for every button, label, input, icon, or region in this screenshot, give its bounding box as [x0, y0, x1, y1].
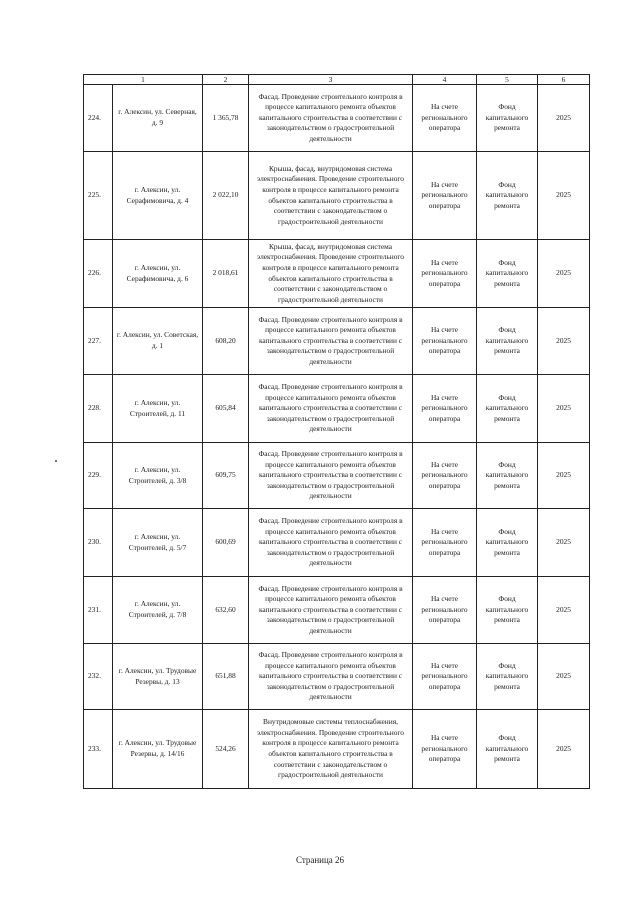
address-cell: г. Алексин, ул. Серафимовича, д. 4	[113, 152, 203, 240]
row-number: 230.	[84, 509, 113, 577]
area-cell: 1 365,78	[203, 85, 249, 152]
year-cell: 2025	[538, 240, 590, 308]
year-cell: 2025	[538, 509, 590, 577]
works-description-cell: Фасад. Проведение строительного контроля в процессе капитального ремонта объектов капитального строительства в соответствии с законодательством о градостроительной деятельности	[249, 85, 413, 152]
account-method-cell: На счете регионального оператора	[413, 85, 477, 152]
table-row	[84, 443, 590, 509]
funding-source-cell: Фонд капитального ремонта	[477, 375, 538, 443]
works-description-cell: Фасад. Проведение строительного контроля в процессе капитального ремонта объектов капитального строительства в соответствии с законодательством о градостроительной деятельности	[249, 577, 413, 644]
year-cell: 2025	[538, 710, 590, 789]
row-number: 225.	[84, 152, 113, 240]
works-description-cell: Фасад. Проведение строительного контроля в процессе капитального ремонта объектов капитального строительства в соответствии с законодательством о градостроительной деятельности	[249, 308, 413, 375]
scan-speck	[55, 460, 57, 462]
funding-source-cell: Фонд капитального ремонта	[477, 509, 538, 577]
table-row	[84, 644, 590, 710]
column-header: 2	[203, 75, 249, 85]
area-cell: 609,75	[203, 443, 249, 509]
funding-source-cell: Фонд капитального ремонта	[477, 308, 538, 375]
year-cell: 2025	[538, 443, 590, 509]
column-header: 3	[249, 75, 413, 85]
year-cell: 2025	[538, 308, 590, 375]
works-description-cell: Фасад. Проведение строительного контроля в процессе капитального ремонта объектов капитального строительства в соответствии с законодательством о градостроительной деятельности	[249, 644, 413, 710]
funding-source-cell: Фонд капитального ремонта	[477, 240, 538, 308]
address-cell: г. Алексин, ул. Строителей, д. 7/8	[113, 577, 203, 644]
row-number: 227.	[84, 308, 113, 375]
funding-source-cell: Фонд капитального ремонта	[477, 644, 538, 710]
area-cell: 651,88	[203, 644, 249, 710]
area-cell: 524,26	[203, 710, 249, 789]
address-cell: г. Алексин, ул. Строителей, д. 11	[113, 375, 203, 443]
area-cell: 608,20	[203, 308, 249, 375]
row-number: 231.	[84, 577, 113, 644]
row-number: 229.	[84, 443, 113, 509]
account-method-cell: На счете регионального оператора	[413, 509, 477, 577]
area-cell: 2 018,61	[203, 240, 249, 308]
column-header: 6	[538, 75, 590, 85]
account-method-cell: На счете регионального оператора	[413, 308, 477, 375]
table-row	[84, 240, 590, 308]
funding-source-cell: Фонд капитального ремонта	[477, 152, 538, 240]
address-cell: г. Алексин, ул. Трудовые Резервы, д. 14/16	[113, 710, 203, 789]
table-row	[84, 308, 590, 375]
column-numbers-row	[84, 75, 590, 85]
table-row	[84, 577, 590, 644]
table-row	[84, 152, 590, 240]
row-number: 233.	[84, 710, 113, 789]
address-cell: г. Алексин, ул. Трудовые Резервы, д. 13	[113, 644, 203, 710]
year-cell: 2025	[538, 577, 590, 644]
row-number: 224.	[84, 85, 113, 152]
table-row	[84, 375, 590, 443]
works-description-cell: Крыша, фасад, внутридомовая система электроснабжения. Проведение строительного контроля в процессе капитального ремонта объектов капитального строительства в соответствии с законодательством о градостроительной деятельности	[249, 152, 413, 240]
funding-source-cell: Фонд капитального ремонта	[477, 577, 538, 644]
row-number: 228.	[84, 375, 113, 443]
row-number: 232.	[84, 644, 113, 710]
address-cell: г. Алексин, ул. Северная, д. 9	[113, 85, 203, 152]
funding-source-cell: Фонд капитального ремонта	[477, 443, 538, 509]
works-description-cell: Фасад. Проведение строительного контроля в процессе капитального ремонта объектов капитального строительства в соответствии с законодательством о градостроительной деятельности	[249, 375, 413, 443]
works-description-cell: Внутридомовые системы теплоснабжения, электроснабжения. Проведение строительного контроля в процессе капитального ремонта объектов капитального строительства в соответствии с законодательством о градостроительной деятельности	[249, 710, 413, 789]
year-cell: 2025	[538, 152, 590, 240]
account-method-cell: На счете регионального оператора	[413, 644, 477, 710]
page-number: Страница 26	[295, 855, 345, 865]
address-cell: г. Алексин, ул. Серафимовича, д. 6	[113, 240, 203, 308]
address-cell: г. Алексин, ул. Советская, д. 1	[113, 308, 203, 375]
column-header: 1	[84, 75, 203, 85]
year-cell: 2025	[538, 644, 590, 710]
funding-source-cell: Фонд капитального ремонта	[477, 85, 538, 152]
account-method-cell: На счете регионального оператора	[413, 443, 477, 509]
area-cell: 605,84	[203, 375, 249, 443]
works-description-cell: Фасад. Проведение строительного контроля в процессе капитального ремонта объектов капитального строительства в соответствии с законодательством о градостроительной деятельности	[249, 509, 413, 577]
account-method-cell: На счете регионального оператора	[413, 577, 477, 644]
account-method-cell: На счете регионального оператора	[413, 240, 477, 308]
area-cell: 2 022,10	[203, 152, 249, 240]
table-row	[84, 85, 590, 152]
column-header: 4	[413, 75, 477, 85]
area-cell: 632,60	[203, 577, 249, 644]
year-cell: 2025	[538, 375, 590, 443]
column-header: 5	[477, 75, 538, 85]
year-cell: 2025	[538, 85, 590, 152]
register-table	[83, 74, 590, 789]
works-description-cell: Крыша, фасад, внутридомовая система электроснабжения. Проведение строительного контроля в процессе капитального ремонта объектов капитального строительства в соответствии с законодательством о градостроительной деятельности	[249, 240, 413, 308]
table-row	[84, 509, 590, 577]
table-row	[84, 710, 590, 789]
account-method-cell: На счете регионального оператора	[413, 710, 477, 789]
account-method-cell: На счете регионального оператора	[413, 375, 477, 443]
funding-source-cell: Фонд капитального ремонта	[477, 710, 538, 789]
area-cell: 600,69	[203, 509, 249, 577]
address-cell: г. Алексин, ул. Строителей, д. 5/7	[113, 509, 203, 577]
account-method-cell: На счете регионального оператора	[413, 152, 477, 240]
works-description-cell: Фасад. Проведение строительного контроля в процессе капитального ремонта объектов капитального строительства в соответствии с законодательством о градостроительной деятельности	[249, 443, 413, 509]
row-number: 226.	[84, 240, 113, 308]
address-cell: г. Алексин, ул. Строителей, д. 3/8	[113, 443, 203, 509]
